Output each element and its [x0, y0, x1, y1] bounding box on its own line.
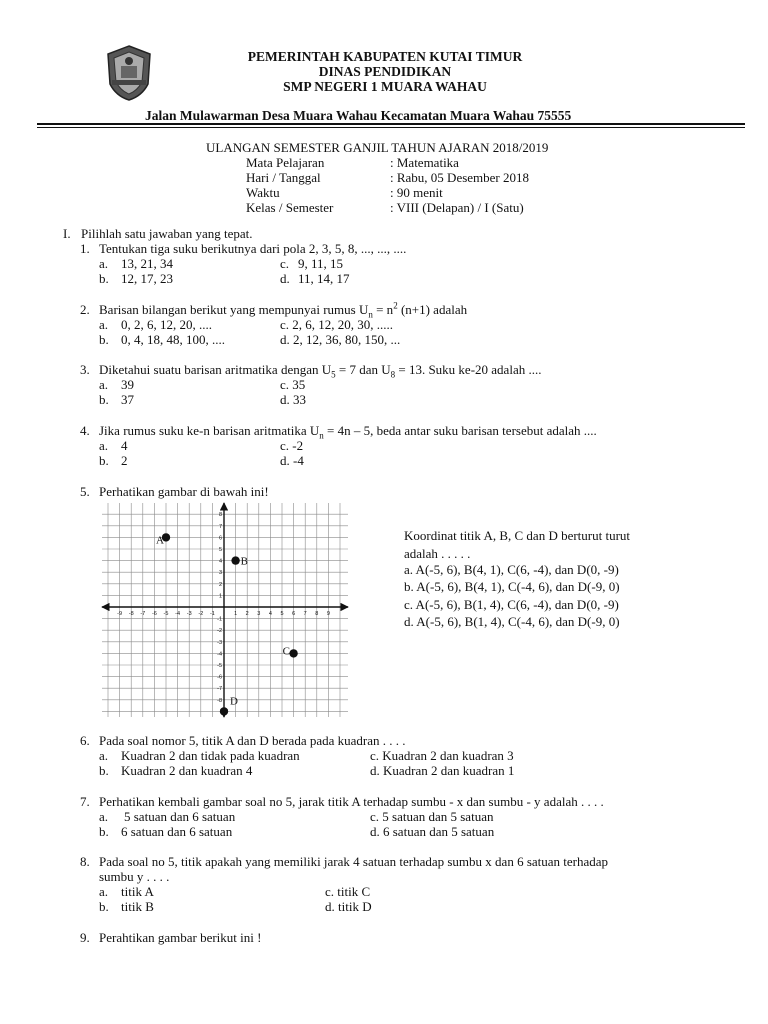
option-a: Kuadran 2 dan tidak pada kuadran	[121, 748, 300, 763]
option-a: 13, 21, 34	[121, 256, 173, 271]
x-tick-label: 6	[292, 611, 296, 617]
option-c: c. titik C	[325, 884, 371, 899]
option-d: d. 2, 12, 36, 80, 150, ...	[280, 332, 401, 347]
option-letter: b.	[99, 899, 109, 914]
y-tick-label: 5	[218, 547, 222, 553]
header-divider-thin	[37, 127, 745, 128]
question-text: Jika rumus suku ke-n barisan aritmatika $U_n = 4n - 5$, beda antar suku barisan tersebut adalah ....	[99, 423, 597, 441]
info-value: : VIII (Delapan) / I (Satu)	[390, 200, 524, 215]
y-tick-label: -6	[217, 674, 222, 681]
q5-prompt-line2: adalah . . . . .	[404, 546, 471, 561]
info-label: Hari / Tanggal	[246, 170, 321, 185]
info-label: Kelas / Semester	[246, 200, 334, 215]
option-b: Kuadran 2 dan kuadran 4	[121, 763, 253, 778]
option-letter: a.	[99, 317, 109, 332]
x-tick-label: 8	[315, 611, 319, 617]
info-label: Waktu	[246, 185, 280, 200]
option-letter: b.	[99, 392, 109, 407]
question-text: Perhatikan kembali gambar soal no 5, jarak titik A terhadap sumbu - x dan sumbu - y adalah . . . .	[99, 794, 604, 809]
point-d	[220, 707, 228, 715]
option-b: 0, 4, 18, 48, 100, ....	[121, 332, 225, 347]
regency-logo	[104, 44, 154, 102]
option-d: d. A(-5, 6), B(1, 4), C(-4, 6), dan D(-9, 0)	[404, 614, 620, 629]
point-label-c: C	[282, 645, 290, 658]
option-b: titik B	[121, 899, 154, 914]
y-tick-label: 4	[218, 558, 222, 565]
option-letter: b.	[99, 271, 109, 286]
section-instruction: Pilihlah satu jawaban yang tepat.	[81, 226, 253, 241]
x-tick-label: 9	[326, 611, 330, 617]
question-number: 4.	[80, 423, 90, 438]
info-label: Mata Pelajaran	[246, 155, 325, 170]
coordinate-graph	[100, 501, 350, 719]
x-tick-label: 1	[234, 611, 238, 617]
x-tick-label: -1	[209, 611, 215, 617]
exam-title: ULANGAN SEMESTER GANJIL TAHUN AJARAN 2018/2019	[206, 140, 549, 155]
y-tick-label: -2	[217, 628, 222, 635]
question-text-cont: sumbu y . . . .	[99, 869, 170, 884]
point-label-a: A	[156, 534, 164, 547]
question-number: 5.	[80, 484, 90, 499]
info-value: : 90 menit	[390, 185, 443, 200]
x-tick-label: 4	[268, 611, 272, 617]
option-d: d. -4	[280, 453, 304, 468]
question-text: Pada soal no 5, titik apakah yang memiliki jarak 4 satuan terhadap sumbu x dan 6 satuan terhadap	[99, 854, 609, 869]
option-a: 4	[121, 438, 128, 453]
option-letter: d.	[280, 271, 290, 286]
y-tick-label: 1	[218, 593, 222, 600]
option-letter: c.	[280, 256, 290, 271]
question-number: 7.	[80, 794, 90, 809]
question-text: Pada soal nomor 5, titik A dan D berada pada kuadran . . . .	[99, 733, 406, 748]
option-d: d. 6 satuan dan 5 satuan	[370, 824, 495, 839]
x-tick-label: -4	[175, 611, 181, 617]
question-text: Tentukan tiga suku berikutnya dari pola 2, 3, 5, 8, ..., ..., ....	[99, 241, 407, 256]
x-tick-label: 5	[280, 611, 284, 617]
y-tick-label: -1	[217, 616, 222, 623]
x-tick-label: -7	[140, 611, 146, 617]
option-letter: a.	[99, 748, 109, 763]
option-letter: b.	[99, 763, 109, 778]
y-tick-label: -4	[217, 651, 222, 658]
header-divider	[37, 123, 745, 125]
y-tick-label: 2	[218, 581, 222, 588]
option-d: 11, 14, 17	[298, 271, 350, 286]
header-government: PEMERINTAH KABUPATEN KUTAI TIMUR	[247, 49, 523, 64]
question-number: 8.	[80, 854, 90, 869]
option-letter: a.	[99, 809, 109, 824]
x-tick-label: 7	[303, 611, 307, 617]
axes	[102, 503, 348, 717]
y-tick-label: -3	[217, 639, 222, 646]
point-b	[231, 556, 239, 564]
x-tick-label: -8	[128, 611, 134, 617]
x-tick-label: -3	[186, 611, 192, 617]
option-a: 39	[121, 377, 134, 392]
question-number: 3.	[80, 362, 90, 377]
y-tick-label: -7	[217, 686, 222, 693]
option-letter: a.	[99, 438, 109, 453]
option-a: 0, 2, 6, 12, 20, ....	[121, 317, 212, 332]
y-tick-label: 7	[218, 523, 222, 530]
q5-prompt-line1: Koordinat titik A, B, C dan D berturut turut	[404, 528, 631, 543]
y-tick-label: 8	[218, 512, 222, 519]
section-number: I.	[63, 226, 71, 241]
x-tick-label: -2	[198, 611, 204, 617]
option-letter: b.	[99, 453, 109, 468]
x-tick-label: -5	[163, 611, 169, 617]
option-c: c. Kuadran 2 dan kuadran 3	[370, 748, 514, 763]
option-c: c. 2, 6, 12, 20, 30, .....	[280, 317, 394, 332]
option-d: d. Kuadran 2 dan kuadran 1	[370, 763, 515, 778]
point-c	[289, 649, 297, 657]
point-label-d: D	[230, 695, 238, 708]
option-d: d. titik D	[325, 899, 372, 914]
x-tick-label: 3	[257, 611, 261, 617]
option-letter: b.	[99, 332, 109, 347]
option-c: c. 35	[280, 377, 306, 392]
y-tick-label: 3	[218, 570, 222, 577]
option-b: 12, 17, 23	[121, 271, 173, 286]
question-number: 1.	[80, 241, 90, 256]
question-number: 9.	[80, 930, 90, 945]
x-tick-label: 2	[245, 611, 249, 617]
header-department: DINAS PENDIDIKAN	[318, 64, 452, 79]
option-c: 9, 11, 15	[298, 256, 344, 271]
header-address: Jalan Mulawarman Desa Muara Wahau Kecamatan Muara Wahau 75555	[145, 108, 572, 123]
info-value: : Rabu, 05 Desember 2018	[390, 170, 530, 185]
y-tick-label: -8	[217, 697, 222, 704]
option-letter: a.	[99, 256, 109, 271]
option-a: 5 satuan dan 6 satuan	[124, 809, 236, 824]
option-letter: a.	[99, 377, 109, 392]
option-letter: b.	[99, 824, 109, 839]
option-c: c. A(-5, 6), B(1, 4), C(6, -4), dan D(0, -9)	[404, 597, 619, 612]
x-tick-label: -9	[117, 611, 123, 617]
option-b: b. A(-5, 6), B(4, 1), C(-4, 6), dan D(-9, 0)	[404, 579, 620, 594]
question-text: Perhatikan gambar di bawah ini!	[99, 484, 269, 499]
grid-lines	[102, 503, 348, 717]
question-text: Perahtikan gambar berikut ini !	[99, 930, 262, 945]
option-c: c. -2	[280, 438, 304, 453]
y-tick-label: -5	[217, 663, 222, 669]
option-c: c. 5 satuan dan 5 satuan	[370, 809, 494, 824]
option-b: 37	[121, 392, 134, 407]
question-number: 2.	[80, 302, 90, 317]
option-a: titik A	[121, 884, 154, 899]
option-letter: a.	[99, 884, 109, 899]
option-b: 2	[121, 453, 128, 468]
point-label-b: B	[240, 555, 248, 568]
option-b: 6 satuan dan 6 satuan	[121, 824, 233, 839]
info-value: : Matematika	[390, 155, 459, 170]
x-tick-label: -6	[151, 611, 157, 617]
question-text: Barisan bilangan berikut yang mempunyai rumus $U_n = n^2$ (n+1) adalah	[99, 300, 468, 320]
option-d: d. 33	[280, 392, 306, 407]
y-tick-label: 6	[218, 535, 222, 542]
question-text: Diketahui suatu barisan aritmatika dengan $U_5 = 7$ dan $U_8 = 13$. Suku ke-20 adalah ....	[99, 362, 542, 380]
option-a: a. A(-5, 6), B(4, 1), C(6, -4), dan D(0, -9)	[404, 562, 619, 577]
question-number: 6.	[80, 733, 90, 748]
header-school: SMP NEGERI 1 MUARA WAHAU	[283, 79, 487, 94]
